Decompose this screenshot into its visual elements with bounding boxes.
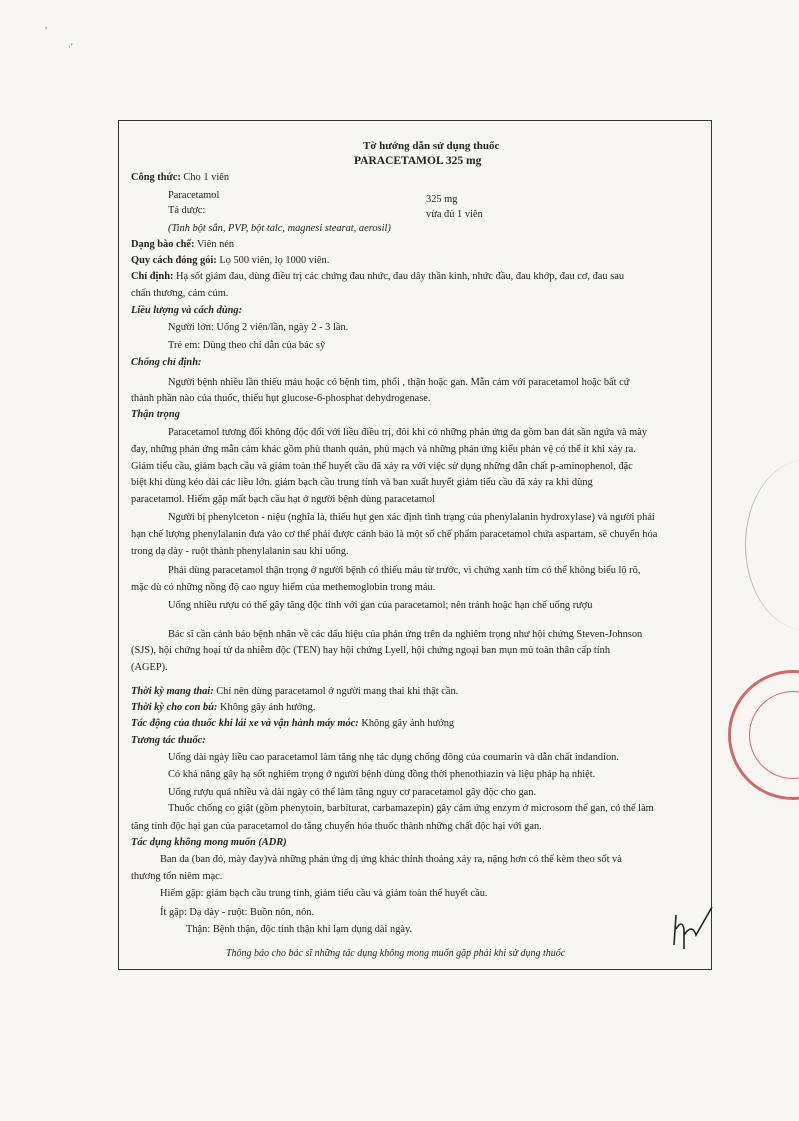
interactions-text: Thuốc chống co giật (gồm phenytoin, barbiturat, carbamazepin) gây cảm ứng enzym ở microsom thể gan, có thể làm	[168, 803, 654, 814]
excipients-list: (Tinh bột sắn, PVP, bột talc, magnesi stearat, aerosil)	[168, 223, 391, 234]
signature-mark	[668, 905, 718, 965]
lactation-label: Thời kỳ cho con bú:	[131, 702, 218, 713]
dosage-label: Liều lượng và cách dùng:	[131, 305, 243, 316]
packaging-text: Lọ 500 viên, lọ 1000 viên.	[216, 255, 330, 266]
indications-row	[131, 270, 624, 283]
indications-text-cont: chấn thương, cảm cúm.	[131, 288, 229, 299]
precautions-text: biệt khi dùng kéo dài các liều lớn. giảm bạch cầu trung tính và ban xuất huyết giảm tiểu cầu đã xảy ra khi dùng	[131, 477, 593, 488]
stamp-inner-ring	[749, 691, 799, 779]
interactions-text: Có khả năng gây hạ sốt nghiêm trọng ở người bệnh dùng đồng thời phenothiazin và liệu pháp hạ nhiệt.	[168, 769, 596, 780]
ingredient-name: Tá dược:	[168, 205, 206, 216]
interactions-text: tăng tính độc hại gan của paracetamol do tăng chuyển hóa thuốc thành những chất độc hại với gan.	[131, 821, 542, 832]
adr-text: Ban da (ban đỏ, mày đay)và những phản ứng dị ứng khác thỉnh thoảng xảy ra, nặng hơn có thể kèm theo sốt và	[160, 854, 622, 865]
precautions-text: Bác sĩ cần cảnh báo bệnh nhân về các dấu hiệu của phản ứng trên da nghiêm trọng như hội chứng Steven-Johnson	[168, 629, 643, 640]
precautions-text: paracetamol. Hiếm gặp mất bạch cầu hạt ở người bệnh dùng paracetamol	[131, 494, 435, 505]
packaging-label: Quy cách đóng gói:	[131, 255, 217, 266]
lactation-row	[131, 701, 315, 714]
driving-text: Không gây ảnh hưởng	[358, 718, 455, 729]
ingredient-amount: vừa đủ 1 viên	[426, 209, 483, 220]
precautions-text: đay, những phản ứng mẫn cảm khác gồm phù thanh quản, phù mạch và những phản ứng kiểu phản vệ có thể ít khi xảy ra.	[131, 444, 636, 455]
precautions-text: (AGEP).	[131, 662, 168, 673]
dosage-child: Trẻ em: Dùng theo chỉ dẫn của bác sỹ	[168, 340, 326, 351]
precautions-text: (SJS), hội chứng hoại tử da nhiễm độc (TEN) hay hội chứng Lyell, hội chứng ngoại ban mụn mủ toàn thân cấp tính	[131, 645, 611, 656]
dosage-form-label: Dạng bào chế:	[131, 239, 195, 250]
contraindications-label: Chống chỉ định:	[131, 357, 202, 368]
scan-speck: ,	[45, 20, 48, 30]
packaging-row	[131, 254, 329, 267]
driving-row	[131, 717, 454, 730]
interactions-text: Uống dài ngày liều cao paracetamol làm tăng nhẹ tác dụng chống đông của coumarin và dẫn chất indandion.	[168, 752, 619, 763]
formula-text: Cho 1 viên	[180, 172, 230, 183]
dosage-form-row	[131, 238, 234, 251]
ingredient-name: Paracetamol	[168, 190, 220, 201]
precautions-text: Uống nhiều rượu có thể gây tăng độc tính với gan của paracetamol; nên tránh hoặc hạn chế uống rượu	[168, 600, 593, 611]
precautions-text: Paracetamol tương đối không độc đối với liều điều trị, đôi khi có những phản ứng da gồm ban dát sần ngứa và mày	[168, 427, 648, 438]
interactions-label: Tương tác thuốc:	[131, 735, 206, 746]
adr-text: thương tổn niêm mạc.	[131, 871, 223, 882]
precautions-text: trong dạ dày - ruột thành phenylalanin sau khi uống.	[131, 546, 349, 557]
adr-text: Thận: Bệnh thận, độc tính thận khi lạm dụng dài ngày.	[186, 924, 413, 935]
formula-row	[131, 171, 229, 184]
indications-label: Chỉ định:	[131, 271, 174, 282]
interactions-text: Uống rượu quá nhiều và dài ngày có thể làm tăng nguy cơ paracetamol gây độc cho gan.	[168, 787, 537, 798]
precautions-label: Thận trọng	[131, 409, 180, 420]
precautions-text: Phải dùng paracetamol thận trọng ở người bệnh có thiếu máu từ trước, vì chứng xanh tím có thể không biểu lộ rõ,	[168, 565, 641, 576]
formula-label: Công thức:	[131, 172, 181, 183]
scan-speck: ·'	[68, 42, 73, 52]
document-title: Tờ hướng dẫn sử dụng thuốc	[363, 140, 500, 152]
precautions-text: mặc dù có những nồng độ cao nguy hiểm của methemoglobin trong máu.	[131, 582, 436, 593]
page-edge-mark	[745, 460, 799, 630]
driving-label: Tác động của thuốc khi lái xe và vận hành máy móc:	[131, 718, 359, 729]
dosage-adult: Người lớn: Uống 2 viên/lần, ngày 2 - 3 lần.	[168, 322, 349, 333]
adr-notice: Thông báo cho bác sĩ những tác dụng không mong muốn gặp phải khi sử dụng thuốc	[226, 948, 566, 959]
precautions-text: Người bị phenylceton - niệu (nghĩa là, thiếu hụt gen xác định tình trạng của phenylalanin hydroxylase) và người phải	[168, 512, 655, 523]
adr-label: Tác dụng không mong muốn (ADR)	[131, 837, 287, 848]
adr-text: Hiếm gặp: giảm bạch cầu trung tính, giảm tiểu cầu và giảm toàn thể huyết cầu.	[160, 888, 488, 899]
pregnancy-row	[131, 685, 458, 698]
lactation-text: Không gây ảnh hưởng.	[217, 702, 316, 713]
pregnancy-text: Chỉ nên dùng paracetamol ở người mang thai khi thật cần.	[213, 686, 459, 697]
pregnancy-label: Thời kỳ mang thai:	[131, 686, 214, 697]
indications-text: Hạ sốt giảm đau, dùng điều trị các chứng đau nhức, đau dây thần kinh, nhức đầu, đau khớp, đau cơ, đau sau	[173, 271, 625, 282]
product-name: PARACETAMOL 325 mg	[354, 155, 482, 167]
adr-text: Ít gặp: Dạ dày - ruột: Buồn nôn, nôn.	[160, 907, 315, 918]
company-stamp	[728, 670, 799, 800]
dosage-form-text: Viên nén	[194, 239, 235, 250]
precautions-text: hạn chế lượng phenylalanin đưa vào cơ thể phải được cảnh báo là một số chế phẩm paracetamol chứa aspartam, sẽ chuyển hóa	[131, 529, 658, 540]
precautions-text: Giảm tiểu cầu, giảm bạch cầu và giảm toàn thể huyết cầu đã xảy ra với việc sử dụng những dẫn chất p-aminophenol, đặc	[131, 461, 633, 472]
contraindications-text: thành phần nào của thuốc, thiếu hụt glucose-6-phosphat dehydrogenase.	[131, 393, 431, 404]
contraindications-text: Người bệnh nhiều lần thiếu máu hoặc có bệnh tim, phổi , thận hoặc gan. Mẫn cảm với paracetamol hoặc bất cứ	[168, 377, 630, 388]
ingredient-amount: 325 mg	[426, 194, 458, 205]
